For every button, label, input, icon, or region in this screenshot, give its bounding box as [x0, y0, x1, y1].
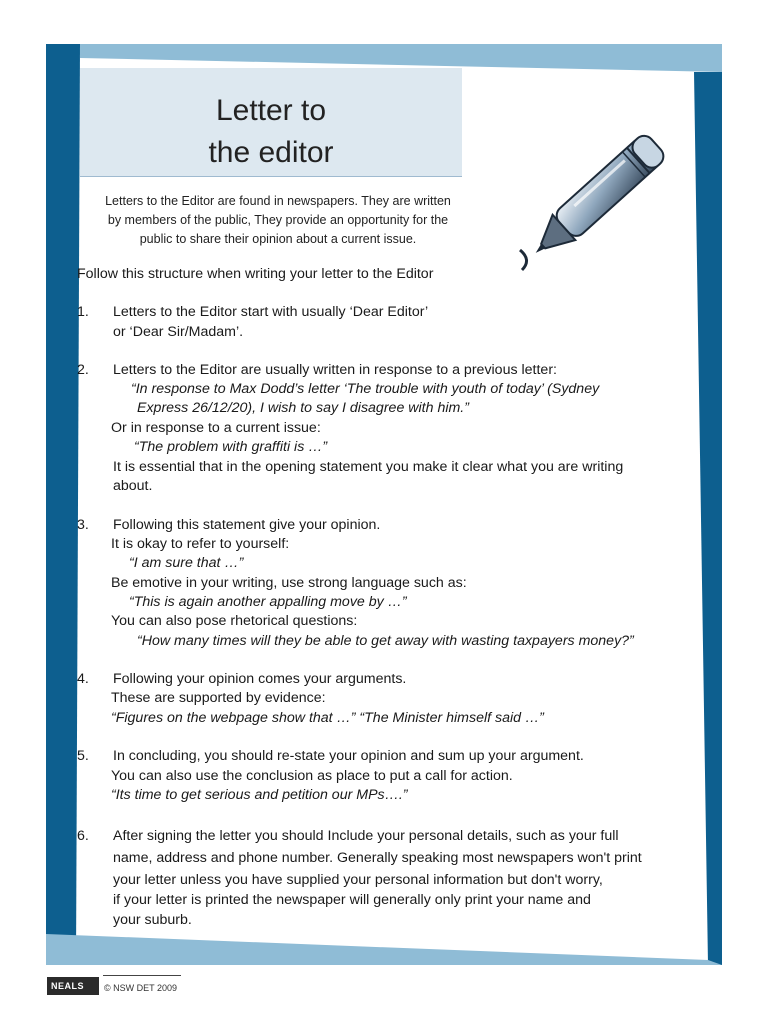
intro-line: by members of the public, They provide an opportunity for the [107, 213, 449, 227]
item-3-line: Be emotive in your writing, use strong language such as: [111, 575, 467, 591]
item-number: 3. [77, 517, 89, 533]
item-6-line: name, address and phone number. Generally speaking most newspapers won't print [113, 850, 642, 866]
item-3-example: “This is again another appalling move by …” [129, 594, 407, 610]
item-3-line: Following this statement give your opinion. [113, 517, 381, 533]
item-2-example: “In response to Max Dodd’s letter ‘The trouble with youth of today’ (Sydney [131, 381, 600, 397]
pencil-icon [512, 100, 702, 280]
page-title-line2: the editor [208, 136, 334, 169]
item-5-line: In concluding, you should re-state your opinion and sum up your argument. [113, 748, 584, 764]
item-3-line: You can also pose rhetorical questions: [111, 613, 358, 629]
item-5-line: You can also use the conclusion as place to put a call for action. [111, 768, 513, 784]
item-1-line: or ‘Dear Sir/Madam’. [113, 324, 244, 340]
item-4-line: Following your opinion comes your arguments. [113, 671, 407, 687]
item-5-example: “Its time to get serious and petition our MPs….” [111, 787, 408, 803]
neals-logo: NEALS [47, 977, 99, 995]
item-6-line: if your letter is printed the newspaper will generally only print your name and [113, 892, 591, 908]
item-3-example: “How many times will they be able to get away with wasting taxpayers money?” [137, 633, 634, 649]
intro-text [76, 192, 480, 249]
item-number: 6. [77, 828, 89, 844]
intro-line: Letters to the Editor are found in newspapers. They are written [105, 194, 451, 208]
item-4-example: “Figures on the webpage show that …” “The Minister himself said …” [111, 710, 544, 726]
copyright-text: © NSW DET 2009 [104, 983, 177, 993]
item-2-line: about. [113, 478, 153, 494]
page-title-line1: Letter to [215, 94, 327, 127]
item-6-line: After signing the letter you should Include your personal details, such as your full [113, 828, 619, 844]
item-1-line: Letters to the Editor start with usually ‘Dear Editor’ [113, 304, 429, 320]
item-number: 4. [77, 671, 89, 687]
item-2-line: Letters to the Editor are usually written in response to a previous letter: [113, 362, 557, 378]
item-2-example: Express 26/12/20), I wish to say I disagree with him.” [137, 400, 469, 416]
item-3-line: It is okay to refer to yourself: [111, 536, 290, 552]
item-4-line: These are supported by evidence: [111, 690, 326, 706]
item-6-line: your suburb. [113, 912, 192, 928]
item-2-line: It is essential that in the opening statement you make it clear what you are writing [113, 459, 624, 475]
structure-heading: Follow this structure when writing your letter to the Editor [77, 266, 434, 282]
item-2-example: “The problem with graffiti is …” [134, 439, 328, 455]
item-number: 2. [77, 362, 89, 378]
title-box [80, 68, 462, 177]
item-number: 1. [77, 304, 89, 320]
item-6-line: your letter unless you have supplied your personal information but don't worry, [113, 872, 603, 888]
item-3-example: “I am sure that …” [129, 555, 244, 571]
item-2-line: Or in response to a current issue: [111, 420, 321, 436]
intro-line: public to share their opinion about a current issue. [139, 232, 417, 246]
footer-divider [103, 975, 181, 976]
item-number: 5. [77, 748, 89, 764]
